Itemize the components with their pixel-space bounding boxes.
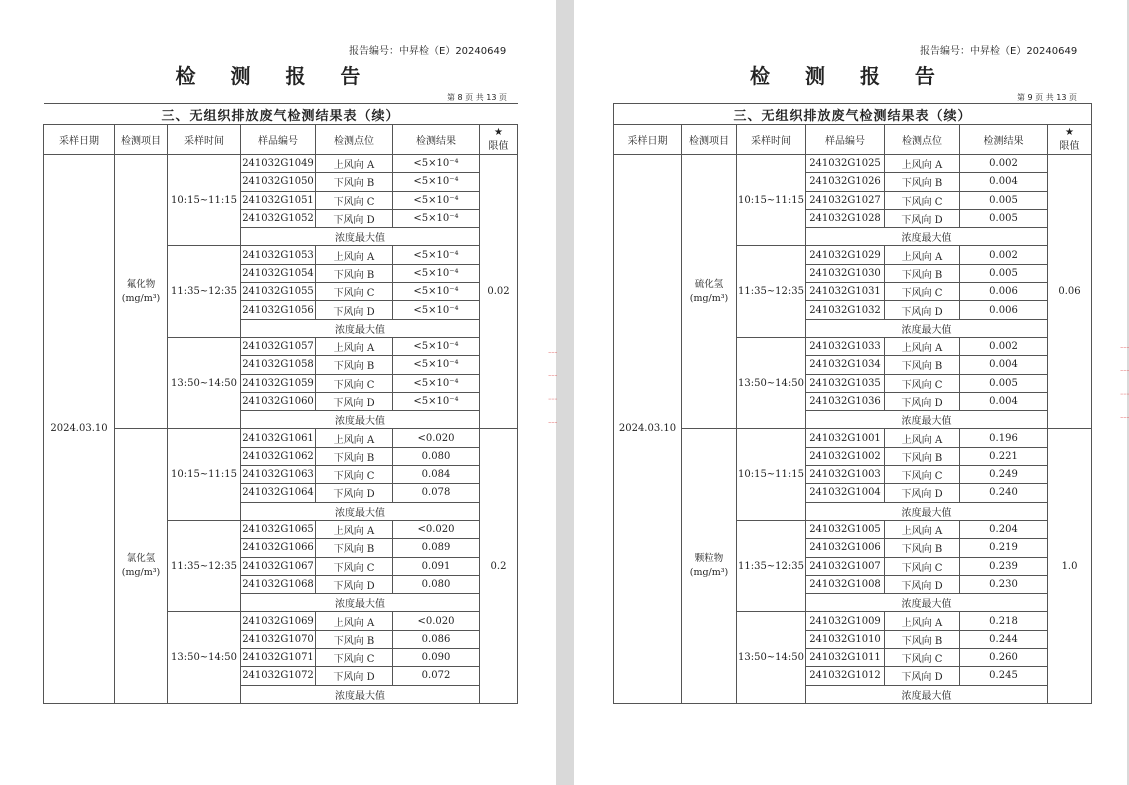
results-table xyxy=(43,103,518,704)
max-label-cell: 浓度最大值 xyxy=(806,594,1048,612)
location-cell: 上风向 A xyxy=(316,155,393,173)
test-item-cell: 氯化氢 (mg/m³) xyxy=(115,429,168,703)
location-cell: 下风向 B xyxy=(316,539,393,557)
location-cell: 下风向 C xyxy=(316,649,393,667)
report-page-8 xyxy=(0,0,556,785)
location-cell: 上风向 A xyxy=(885,246,960,264)
max-label-cell: 浓度最大值 xyxy=(806,319,1048,337)
result-cell: 0.249 xyxy=(960,466,1048,484)
location-cell: 上风向 A xyxy=(885,155,960,173)
sample-id-cell: 241032G1056 xyxy=(241,301,316,319)
result-cell: 0.239 xyxy=(960,557,1048,575)
seam-stamp-fragment: ┆ ┆ ┆ ┆ xyxy=(1120,345,1129,428)
sample-id-cell: 241032G1002 xyxy=(806,447,885,465)
sample-time-cell: 10:15~11:15 xyxy=(737,155,806,246)
location-cell: 下风向 B xyxy=(316,356,393,374)
location-cell: 下风向 D xyxy=(316,667,393,685)
result-cell: <5×10⁻⁴ xyxy=(393,155,480,173)
sample-id-cell: 241032G1064 xyxy=(241,484,316,502)
sample-id-cell: 241032G1066 xyxy=(241,539,316,557)
max-label-cell: 浓度最大值 xyxy=(241,594,480,612)
location-cell: 上风向 A xyxy=(316,429,393,447)
header-limit: ★ 限值 xyxy=(1048,125,1092,155)
result-cell: 0.005 xyxy=(960,264,1048,282)
max-label-cell: 浓度最大值 xyxy=(241,228,480,246)
result-cell: 0.002 xyxy=(960,246,1048,264)
max-label-cell: 浓度最大值 xyxy=(241,502,480,520)
table-caption: 三、无组织排放废气检测结果表（续） xyxy=(44,104,518,125)
sample-id-cell: 241032G1052 xyxy=(241,209,316,227)
header-sample-id: 样品编号 xyxy=(241,125,316,155)
sample-id-cell: 241032G1069 xyxy=(241,612,316,630)
result-cell: 0.219 xyxy=(960,539,1048,557)
result-cell: 0.004 xyxy=(960,392,1048,410)
test-item-cell: 硫化氢 (mg/m³) xyxy=(682,155,737,429)
location-cell: 下风向 D xyxy=(316,392,393,410)
sample-time-cell: 11:35~12:35 xyxy=(737,520,806,611)
report-number: 报告编号：中昇检（E）20240649 xyxy=(349,46,507,57)
result-cell: 0.089 xyxy=(393,539,480,557)
location-cell: 上风向 A xyxy=(885,337,960,355)
seam-stamp-fragment: ┆ ┆ ┆ ┆ xyxy=(548,350,557,433)
header-location: 检测点位 xyxy=(316,125,393,155)
result-cell: <0.020 xyxy=(393,612,480,630)
sample-id-cell: 241032G1058 xyxy=(241,356,316,374)
location-cell: 下风向 C xyxy=(885,649,960,667)
header-sample-id: 样品编号 xyxy=(806,125,885,155)
location-cell: 下风向 D xyxy=(316,575,393,593)
location-cell: 下风向 B xyxy=(885,539,960,557)
result-cell: <5×10⁻⁴ xyxy=(393,246,480,264)
result-cell: 0.004 xyxy=(960,173,1048,191)
result-cell: <0.020 xyxy=(393,429,480,447)
result-cell: 0.072 xyxy=(393,667,480,685)
sample-id-cell: 241032G1050 xyxy=(241,173,316,191)
sample-id-cell: 241032G1007 xyxy=(806,557,885,575)
result-cell: 0.204 xyxy=(960,520,1048,538)
location-cell: 下风向 B xyxy=(885,356,960,374)
location-cell: 下风向 B xyxy=(885,264,960,282)
result-cell: <5×10⁻⁴ xyxy=(393,392,480,410)
result-cell: <5×10⁻⁴ xyxy=(393,374,480,392)
result-cell: 0.230 xyxy=(960,575,1048,593)
sample-id-cell: 241032G1011 xyxy=(806,649,885,667)
location-cell: 上风向 A xyxy=(316,612,393,630)
result-cell: 0.090 xyxy=(393,649,480,667)
location-cell: 下风向 D xyxy=(316,209,393,227)
header-sample-time: 采样时间 xyxy=(168,125,241,155)
sample-id-cell: 241032G1033 xyxy=(806,337,885,355)
document-title: 检 测 报 告 xyxy=(175,64,375,88)
sample-id-cell: 241032G1034 xyxy=(806,356,885,374)
result-cell: 0.006 xyxy=(960,301,1048,319)
sample-id-cell: 241032G1030 xyxy=(806,264,885,282)
location-cell: 下风向 C xyxy=(885,557,960,575)
location-cell: 下风向 D xyxy=(316,301,393,319)
sample-id-cell: 241032G1036 xyxy=(806,392,885,410)
result-cell: 0.084 xyxy=(393,466,480,484)
location-cell: 上风向 A xyxy=(885,429,960,447)
location-cell: 下风向 C xyxy=(316,466,393,484)
sample-id-cell: 241032G1072 xyxy=(241,667,316,685)
sample-id-cell: 241032G1071 xyxy=(241,649,316,667)
max-label-cell: 浓度最大值 xyxy=(806,685,1048,703)
header-test-item: 检测项目 xyxy=(682,125,737,155)
sample-time-cell: 11:35~12:35 xyxy=(737,246,806,337)
sample-id-cell: 241032G1027 xyxy=(806,191,885,209)
test-item-cell: 氟化物 (mg/m³) xyxy=(115,155,168,429)
result-cell: <5×10⁻⁴ xyxy=(393,191,480,209)
sample-id-cell: 241032G1005 xyxy=(806,520,885,538)
result-cell: <5×10⁻⁴ xyxy=(393,337,480,355)
sample-id-cell: 241032G1065 xyxy=(241,520,316,538)
sample-id-cell: 241032G1001 xyxy=(806,429,885,447)
sample-id-cell: 241032G1029 xyxy=(806,246,885,264)
table-caption: 三、无组织排放废气检测结果表（续） xyxy=(614,104,1092,125)
sample-id-cell: 241032G1054 xyxy=(241,264,316,282)
report-page-9 xyxy=(574,0,1127,785)
sample-id-cell: 241032G1055 xyxy=(241,283,316,301)
sample-id-cell: 241032G1031 xyxy=(806,283,885,301)
result-cell: 0.221 xyxy=(960,447,1048,465)
sample-id-cell: 241032G1010 xyxy=(806,630,885,648)
result-cell: <5×10⁻⁴ xyxy=(393,264,480,282)
sample-id-cell: 241032G1070 xyxy=(241,630,316,648)
sample-id-cell: 241032G1006 xyxy=(806,539,885,557)
result-cell: 0.196 xyxy=(960,429,1048,447)
result-cell: <5×10⁻⁴ xyxy=(393,209,480,227)
sample-id-cell: 241032G1012 xyxy=(806,667,885,685)
location-cell: 下风向 B xyxy=(885,630,960,648)
results-table-container xyxy=(613,103,1091,704)
sample-time-cell: 13:50~14:50 xyxy=(737,337,806,428)
result-cell: 0.002 xyxy=(960,155,1048,173)
result-cell: <5×10⁻⁴ xyxy=(393,301,480,319)
location-cell: 下风向 B xyxy=(885,447,960,465)
sample-time-cell: 10:15~11:15 xyxy=(168,155,241,246)
sample-id-cell: 241032G1009 xyxy=(806,612,885,630)
location-cell: 下风向 D xyxy=(316,484,393,502)
sample-id-cell: 241032G1004 xyxy=(806,484,885,502)
result-cell: 0.218 xyxy=(960,612,1048,630)
location-cell: 下风向 C xyxy=(885,374,960,392)
limit-cell: 0.06 xyxy=(1048,155,1092,429)
location-cell: 下风向 C xyxy=(885,283,960,301)
results-table xyxy=(613,103,1092,704)
header-result: 检测结果 xyxy=(393,125,480,155)
max-label-cell: 浓度最大值 xyxy=(806,411,1048,429)
location-cell: 下风向 B xyxy=(316,447,393,465)
sample-id-cell: 241032G1003 xyxy=(806,466,885,484)
header-result: 检测结果 xyxy=(960,125,1048,155)
sample-time-cell: 10:15~11:15 xyxy=(737,429,806,520)
result-cell: <0.020 xyxy=(393,520,480,538)
result-cell: 0.078 xyxy=(393,484,480,502)
results-table-container xyxy=(43,103,517,704)
limit-cell: 0.02 xyxy=(480,155,518,429)
table-row xyxy=(614,429,1092,447)
location-cell: 下风向 D xyxy=(885,301,960,319)
sample-id-cell: 241032G1035 xyxy=(806,374,885,392)
location-cell: 下风向 B xyxy=(885,173,960,191)
result-cell: 0.002 xyxy=(960,337,1048,355)
sample-id-cell: 241032G1049 xyxy=(241,155,316,173)
location-cell: 上风向 A xyxy=(316,246,393,264)
result-cell: <5×10⁻⁴ xyxy=(393,356,480,374)
page-number: 第 8 页 共 13 页 xyxy=(447,93,507,102)
limit-cell: 1.0 xyxy=(1048,429,1092,703)
location-cell: 下风向 B xyxy=(316,630,393,648)
test-item-cell: 颗粒物 (mg/m³) xyxy=(682,429,737,703)
max-label-cell: 浓度最大值 xyxy=(241,319,480,337)
location-cell: 下风向 D xyxy=(885,575,960,593)
sample-id-cell: 241032G1026 xyxy=(806,173,885,191)
result-cell: 0.091 xyxy=(393,557,480,575)
sample-time-cell: 10:15~11:15 xyxy=(168,429,241,520)
sample-time-cell: 13:50~14:50 xyxy=(737,612,806,703)
sample-id-cell: 241032G1028 xyxy=(806,209,885,227)
sample-id-cell: 241032G1025 xyxy=(806,155,885,173)
sample-id-cell: 241032G1061 xyxy=(241,429,316,447)
report-number: 报告编号：中昇检（E）20240649 xyxy=(920,46,1078,57)
sample-id-cell: 241032G1059 xyxy=(241,374,316,392)
sample-time-cell: 13:50~14:50 xyxy=(168,337,241,428)
result-cell: 0.245 xyxy=(960,667,1048,685)
max-label-cell: 浓度最大值 xyxy=(806,228,1048,246)
max-label-cell: 浓度最大值 xyxy=(241,685,480,703)
table-row xyxy=(614,155,1092,173)
sample-date-cell: 2024.03.10 xyxy=(44,155,115,704)
location-cell: 上风向 A xyxy=(885,520,960,538)
sample-id-cell: 241032G1068 xyxy=(241,575,316,593)
header-location: 检测点位 xyxy=(885,125,960,155)
location-cell: 下风向 C xyxy=(316,557,393,575)
result-cell: <5×10⁻⁴ xyxy=(393,283,480,301)
sample-date-cell: 2024.03.10 xyxy=(614,155,682,704)
location-cell: 下风向 B xyxy=(316,173,393,191)
result-cell: 0.080 xyxy=(393,575,480,593)
sample-id-cell: 241032G1053 xyxy=(241,246,316,264)
result-cell: 0.244 xyxy=(960,630,1048,648)
location-cell: 下风向 B xyxy=(316,264,393,282)
result-cell: 0.005 xyxy=(960,374,1048,392)
location-cell: 下风向 D xyxy=(885,484,960,502)
sample-id-cell: 241032G1060 xyxy=(241,392,316,410)
table-row xyxy=(44,429,518,447)
sample-id-cell: 241032G1067 xyxy=(241,557,316,575)
result-cell: 0.240 xyxy=(960,484,1048,502)
sample-id-cell: 241032G1008 xyxy=(806,575,885,593)
table-row xyxy=(44,155,518,173)
result-cell: 0.005 xyxy=(960,209,1048,227)
document-title: 检 测 报 告 xyxy=(750,64,949,88)
result-cell: 0.260 xyxy=(960,649,1048,667)
location-cell: 下风向 C xyxy=(885,466,960,484)
sample-time-cell: 11:35~12:35 xyxy=(168,246,241,337)
result-cell: 0.006 xyxy=(960,283,1048,301)
header-test-item: 检测项目 xyxy=(115,125,168,155)
result-cell: 0.005 xyxy=(960,191,1048,209)
header-sample-time: 采样时间 xyxy=(737,125,806,155)
location-cell: 下风向 D xyxy=(885,392,960,410)
location-cell: 上风向 A xyxy=(885,612,960,630)
header-sample-date: 采样日期 xyxy=(44,125,115,155)
max-label-cell: 浓度最大值 xyxy=(241,411,480,429)
sample-time-cell: 13:50~14:50 xyxy=(168,612,241,703)
location-cell: 上风向 A xyxy=(316,337,393,355)
sample-time-cell: 11:35~12:35 xyxy=(168,520,241,611)
result-cell: <5×10⁻⁴ xyxy=(393,173,480,191)
result-cell: 0.004 xyxy=(960,356,1048,374)
location-cell: 下风向 C xyxy=(316,374,393,392)
location-cell: 下风向 D xyxy=(885,209,960,227)
location-cell: 上风向 A xyxy=(316,520,393,538)
sample-id-cell: 241032G1057 xyxy=(241,337,316,355)
header-sample-date: 采样日期 xyxy=(614,125,682,155)
result-cell: 0.080 xyxy=(393,447,480,465)
header-limit: ★ 限值 xyxy=(480,125,518,155)
sample-id-cell: 241032G1051 xyxy=(241,191,316,209)
result-cell: 0.086 xyxy=(393,630,480,648)
location-cell: 下风向 C xyxy=(316,191,393,209)
page-number: 第 9 页 共 13 页 xyxy=(1017,93,1077,102)
sample-id-cell: 241032G1062 xyxy=(241,447,316,465)
max-label-cell: 浓度最大值 xyxy=(806,502,1048,520)
sample-id-cell: 241032G1063 xyxy=(241,466,316,484)
location-cell: 下风向 D xyxy=(885,667,960,685)
location-cell: 下风向 C xyxy=(885,191,960,209)
location-cell: 下风向 C xyxy=(316,283,393,301)
limit-cell: 0.2 xyxy=(480,429,518,703)
sample-id-cell: 241032G1032 xyxy=(806,301,885,319)
